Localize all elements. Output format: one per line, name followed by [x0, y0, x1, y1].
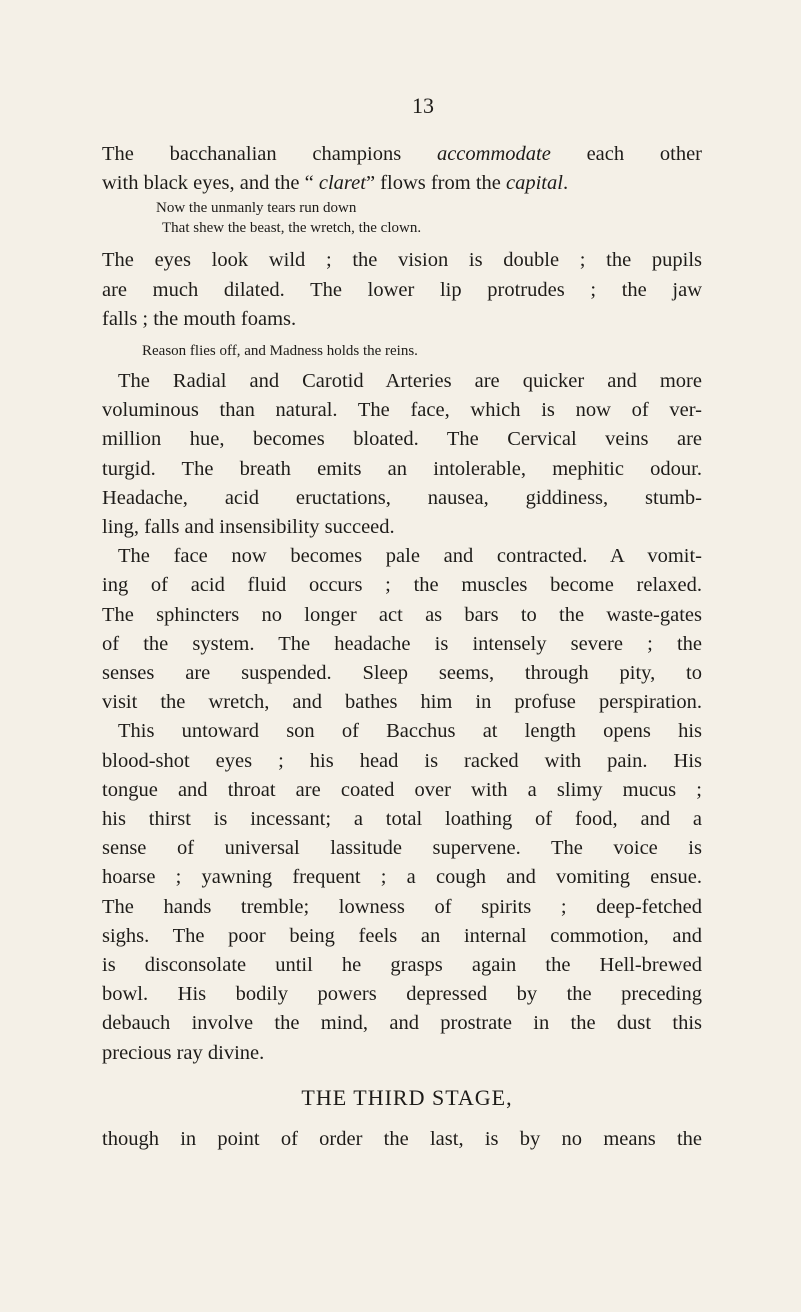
text-line: ling, falls and insensibility succeed.: [102, 516, 395, 539]
text-line: are much dilated. The lower lip protrudes ; the jaw: [102, 278, 702, 301]
text-line: voluminous than natural. The face, which is now of ver-: [102, 399, 702, 422]
text-line: falls ; the mouth foams.: [102, 307, 297, 330]
italic-word: claret: [318, 172, 366, 195]
text-line: precious ray divine.: [102, 1041, 265, 1064]
text-line: The face now becomes pale and contracted. A vomit-: [118, 545, 702, 568]
text-line: his thirst is incessant; a total loathing of food, and a: [102, 808, 702, 831]
paragraph-face-pale: [102, 542, 702, 1068]
verse-quotation: [102, 198, 702, 238]
text-line: turgid. The breath emits an intolerable, mephitic odour.: [102, 457, 702, 480]
text-line: The eyes look wild ; the vision is double ; the pupils: [102, 249, 702, 272]
text-line: of the system. The headache is intensely severe ; the: [102, 632, 702, 655]
text-line: Headache, acid eructations, nausea, giddiness, stumb-: [102, 486, 702, 509]
text-line: hoarse ; yawning frequent ; a cough and vomiting ensue.: [102, 866, 702, 889]
text-line: bowl. His bodily powers depressed by the preceding: [102, 983, 702, 1006]
paragraph-third-stage: [102, 1125, 702, 1154]
paragraph-arteries: [102, 367, 702, 542]
text-line: blood-shot eyes ; his head is racked with pain. His: [102, 749, 702, 772]
text-line: The bacchanalian champions accommodate each other: [102, 143, 702, 165]
text-line: though in point of order the last, is by no means the: [102, 1127, 702, 1150]
page-body: [102, 140, 702, 1154]
text-line: The hands tremble; lowness of spirits ; deep-fetched: [102, 895, 702, 918]
section-heading: THE THIRD STAGE,: [301, 1084, 513, 1110]
text-line: is disconsolate until he grasps again the Hell-brewed: [102, 954, 702, 977]
page-number: 13: [412, 93, 434, 118]
verse-line: That shew the beast, the wretch, the clown.: [162, 220, 422, 237]
text-line: senses are suspended. Sleep seems, through pity, to: [102, 662, 702, 685]
text-line: This untoward son of Bacchus at length opens his: [118, 720, 702, 743]
text-line: with black eyes, and the “ claret” flows from the capital.: [102, 172, 569, 195]
text-line: debauch involve the mind, and prostrate in the dust this: [102, 1012, 702, 1035]
paragraph-bacchanalian: [102, 140, 702, 198]
paragraph-eyes: [102, 246, 702, 334]
italic-word: accommodate: [436, 143, 551, 165]
italic-word: capital: [506, 172, 563, 195]
text-line: The Radial and Carotid Arteries are quicker and more: [118, 370, 702, 393]
text-line: million hue, becomes bloated. The Cervical veins are: [102, 428, 702, 451]
text-line: sense of universal lassitude supervene. The voice is: [102, 837, 702, 860]
verse-line: Reason flies off, and Madness holds the reins.: [142, 343, 418, 360]
text-line: sighs. The poor being feels an internal commotion, and: [102, 924, 702, 947]
verse-line: Now the unmanly tears run down: [156, 200, 357, 217]
text-line: tongue and throat are coated over with a slimy mucus ;: [102, 778, 702, 801]
text-line: ing of acid fluid occurs ; the muscles become relaxed.: [102, 574, 702, 597]
text-line: The sphincters no longer act as bars to the waste-gates: [102, 603, 702, 626]
text-line: visit the wretch, and bathes him in profuse perspiration.: [102, 691, 702, 714]
